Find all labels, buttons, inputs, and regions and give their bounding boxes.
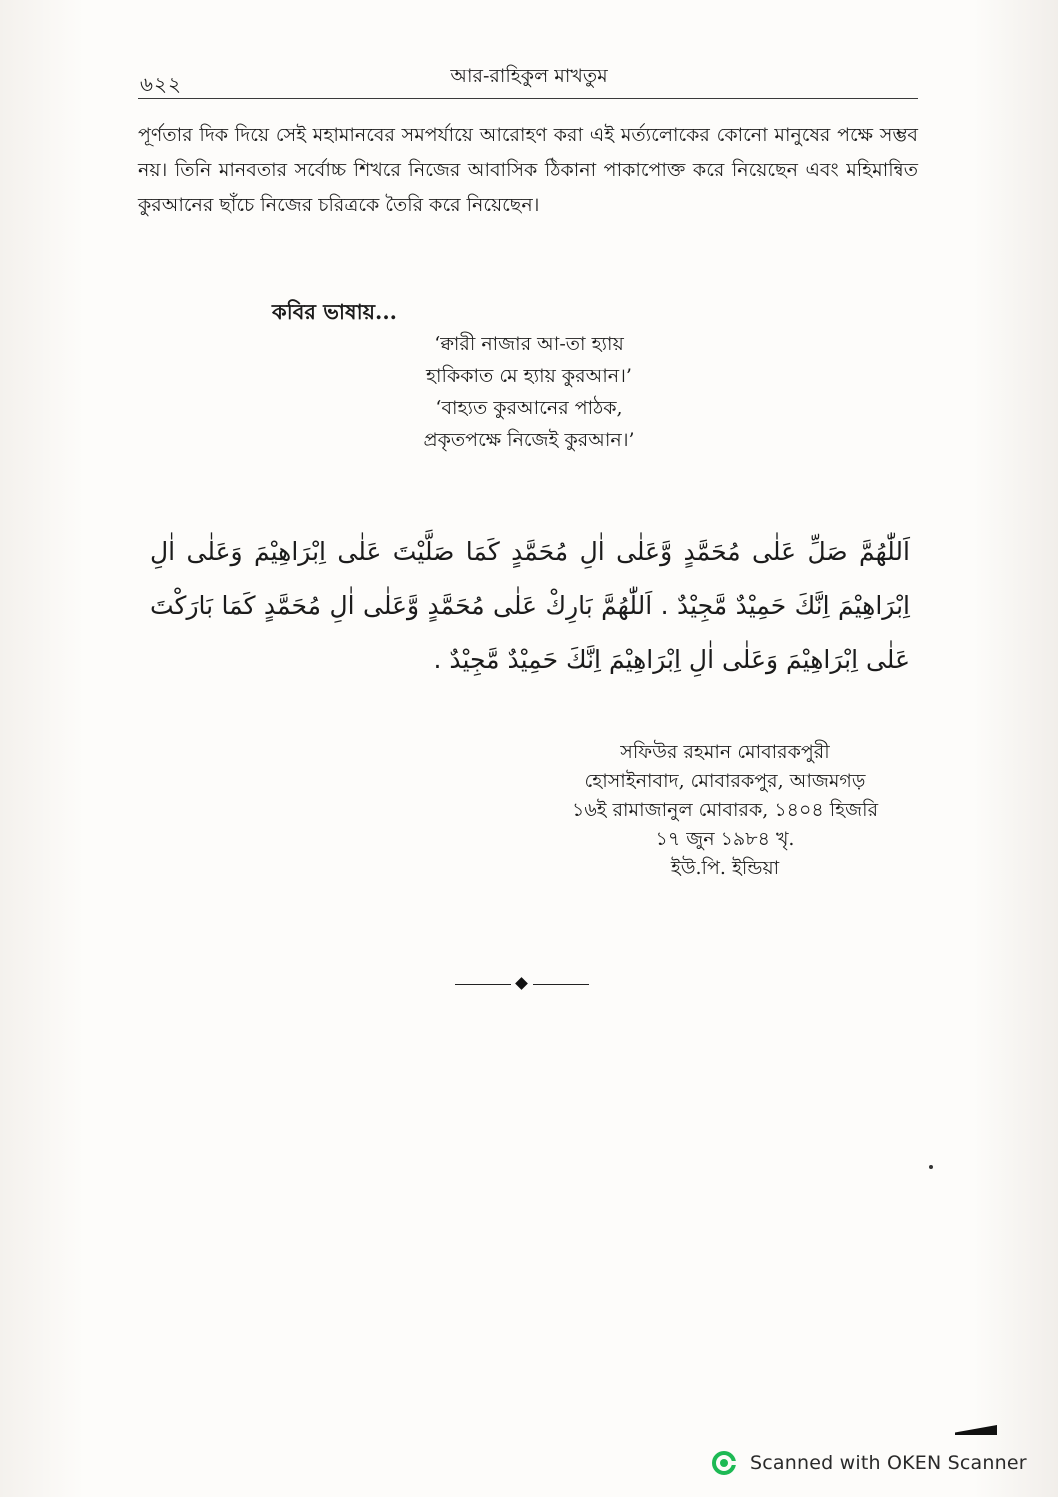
hijri-date: ১৬ই রামাজানুল মোবারক, ১৪০৪ হিজরি [571, 799, 879, 821]
arabic-durood: اَللّٰهُمَّ صَلِّ عَلٰى مُحَمَّدٍ وَّعَلٰى اٰلِ مُحَمَّدٍ كَمَا صَلَّيْتَ عَلٰى اِبْرَاهِيْمَ وَعَلٰى اٰلِ اِبْرَاهِيْمَ اِنَّكَ حَمِيْدٌ مَّجِيْدٌ . اَللّٰهُمَّ بَارِكْ عَلٰى مُحَمَّدٍ وَّعَلٰى اٰلِ مُحَمَّدٍ كَمَا بَارَكْتَ عَلٰى اِبْرَاهِيْمَ وَعَلٰى اٰلِ اِبْرَاهِيْمَ اِنَّكَ حَمِيْدٌ مَّجِيْدٌ . [150, 537, 910, 674]
poem-line: প্রকৃতপক্ষে নিজেই কুরআন।’ [423, 429, 635, 451]
oken-scanner-logo-icon [712, 1451, 736, 1475]
scan-edge-mark [955, 1425, 997, 1435]
running-title: আর-রাহিকুল মাখতুম [450, 65, 608, 87]
page-number: ৬২২ [140, 72, 183, 96]
header-divider [138, 98, 918, 99]
body-paragraph: পূর্ণতার দিক দিয়ে সেই মহামানবের সমপর্যায়ে আরোহণ করা এই মর্ত্যলোকের কোনো মানুষের পক্ষে সম্ভব নয়। তিনি মানবতার সর্বোচ্চ শিখরে নিজের আবাসিক ঠিকানা পাকাপোক্ত করে নিয়েছেন এবং মহিমান্বিত কুরআনের ছাঁচে নিজের চরিত্রকে তৈরি করে নিয়েছেন। [138, 124, 918, 216]
end-ornament [455, 976, 589, 992]
poem-block [0, 328, 1058, 456]
poem-intro: কবির ভাষায়... [272, 299, 397, 324]
gregorian-date: ১৭ জুন ১৯৮৪ খৃ. [655, 828, 795, 850]
poem-line: ‘ক্বারী নাজার আ-তা হ্যায় [434, 333, 624, 355]
diamond-icon [515, 977, 528, 990]
scanner-watermark [712, 1448, 1027, 1478]
scanner-label: Scanned with OKEN Scanner [750, 1452, 1027, 1474]
poem-line: হাকিকাত মে হ্যায় কুরআন।’ [426, 365, 632, 387]
author-region: ইউ.পি. ইন্ডিয়া [670, 857, 780, 879]
ornament-line-left [455, 984, 511, 985]
author-address: হোসাইনাবাদ, মোবারকপুর, আজমগড় [584, 770, 866, 792]
author-name: সফিউর রহমান মোবারকপুরী [620, 741, 830, 763]
ornament-line-right [533, 984, 589, 985]
ink-speck [929, 1165, 933, 1169]
poem-line: ‘বাহ্যত কুরআনের পাঠক, [435, 397, 623, 419]
author-signature-block [520, 738, 930, 883]
